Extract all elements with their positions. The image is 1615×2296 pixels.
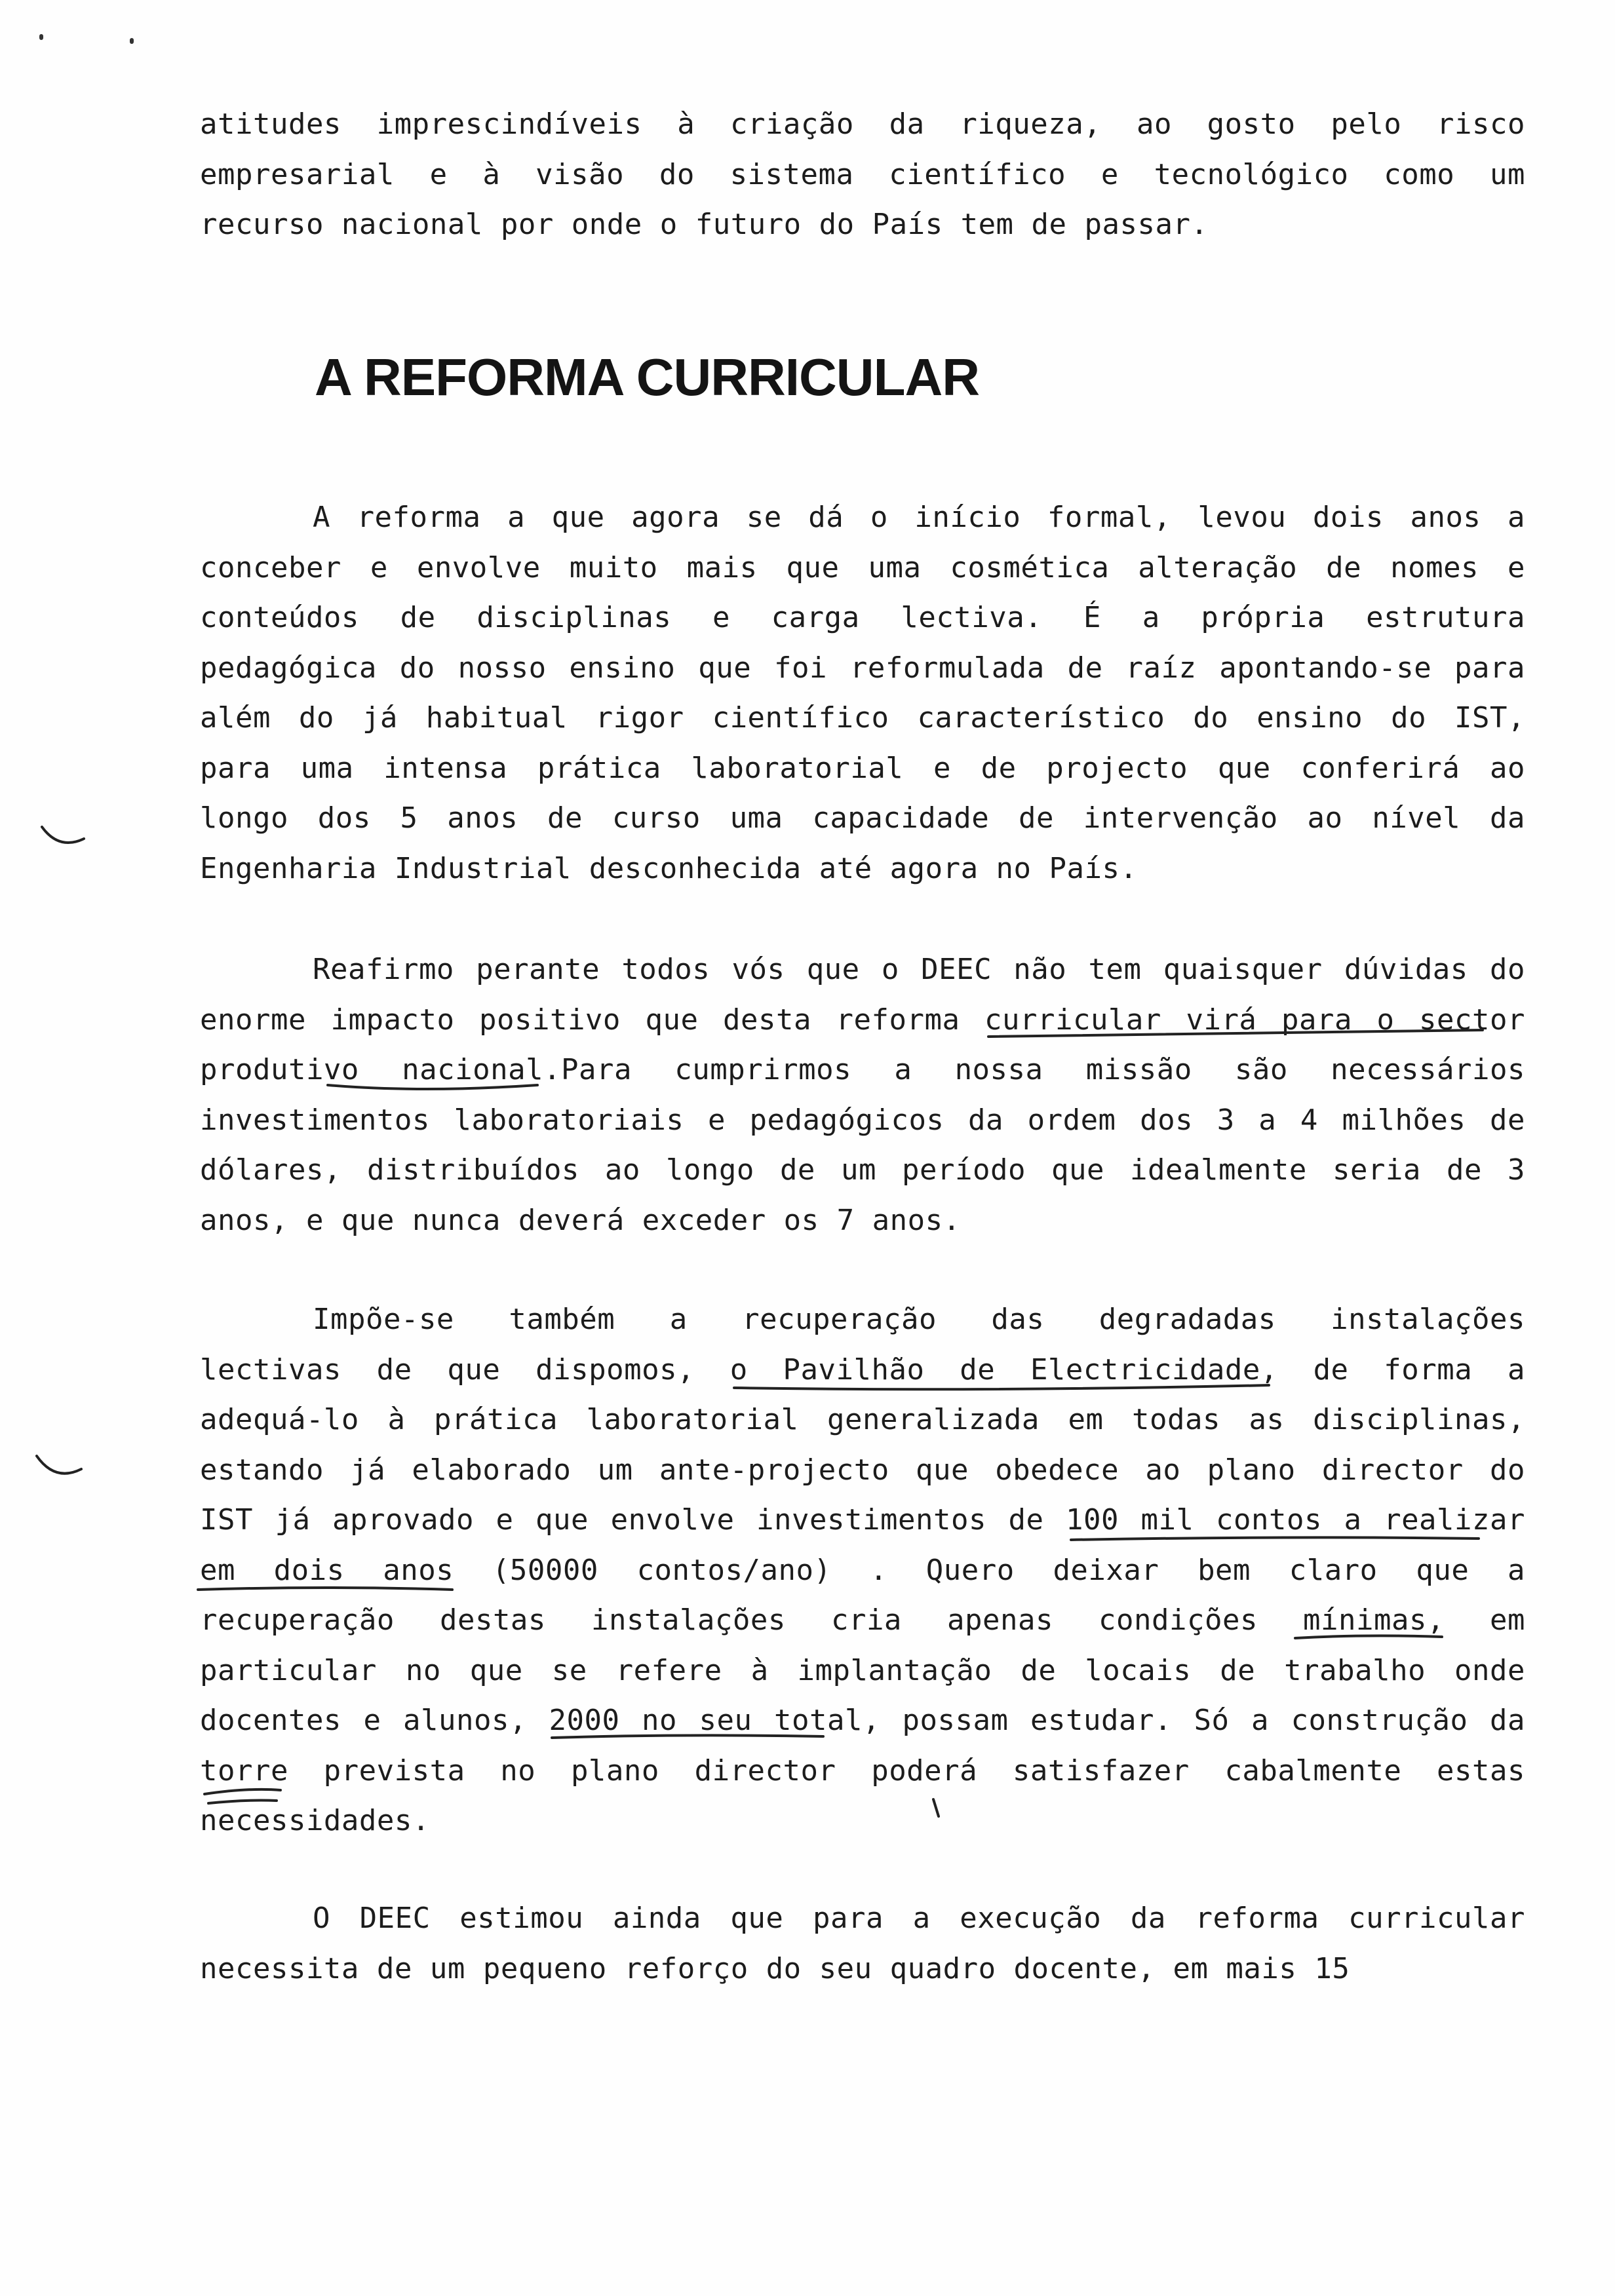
text-line: necessidades. xyxy=(200,1804,430,1837)
paragraph-reforma xyxy=(200,493,1525,894)
paragraph-deec-estimou xyxy=(200,1894,1525,1994)
text-line: Impõe-se também a recuperação das degradadas instalações xyxy=(313,1303,1525,1336)
text-line: conteúdos de disciplinas e carga lectiva. É a própria estrutura xyxy=(200,601,1525,634)
text-line: dólares, distribuídos ao longo de um período que idealmente seria de 3 xyxy=(200,1153,1525,1187)
text-line: pedagógica do nosso ensino que foi reformulada de raíz apontando-se para xyxy=(200,651,1525,685)
text-line: para uma intensa prática laboratorial e de projecto que conferirá ao xyxy=(200,751,1525,785)
margin-mark xyxy=(42,827,84,843)
text-line: empresarial e à visão do sistema científico e tecnológico como um xyxy=(200,157,1525,191)
text-line: atitudes imprescindíveis à criação da riqueza, ao gosto pelo risco xyxy=(200,107,1525,141)
text-line: A reforma a que agora se dá o início formal, levou dois anos a xyxy=(313,501,1525,534)
text-line: particular no que se refere à implantação de locais de trabalho onde xyxy=(200,1653,1525,1687)
text-line: necessita de um pequeno reforço do seu quadro docente, em mais 15 xyxy=(200,1951,1350,1985)
text-line: O DEEC estimou ainda que para a execução da reforma curricular xyxy=(313,1902,1525,1935)
paragraph-reafirmo xyxy=(200,945,1525,1246)
text-line: Reafirmo perante todos vós que o DEEC não tem quaisquer dúvidas do xyxy=(313,953,1525,986)
text-line: anos, e que nunca deverá exceder os 7 anos. xyxy=(200,1203,961,1237)
text-line: conceber e envolve muito mais que uma cosmética alteração de nomes e xyxy=(200,550,1525,584)
text-line: produtivo nacional.Para cumprirmos a nossa missão são necessários xyxy=(200,1053,1525,1086)
text-line: recurso nacional por onde o futuro do País tem de passar. xyxy=(200,208,1209,241)
text-line: estando já elaborado um ante-projecto que obedece ao plano director do xyxy=(200,1453,1525,1487)
text-line: em dois anos (50000 contos/ano) . Quero deixar bem claro que a xyxy=(200,1553,1525,1587)
intro-paragraph xyxy=(200,100,1525,250)
text-line: recuperação destas instalações cria apenas condições mínimas, em xyxy=(200,1603,1525,1637)
scan-speck xyxy=(39,34,43,40)
text-line: enorme impacto positivo que desta reforma curricular virá para o sector xyxy=(200,1003,1525,1037)
scan-speck xyxy=(130,38,134,44)
text-line: além do já habitual rigor científico característico do ensino do IST, xyxy=(200,701,1525,735)
section-heading: A REFORMA CURRICULAR xyxy=(315,348,979,406)
text-line: longo dos 5 anos de curso uma capacidade de intervenção ao nível da xyxy=(200,801,1525,835)
text-line: torre prevista no plano director poderá satisfazer cabalmente estas xyxy=(200,1753,1525,1788)
text-line: IST já aprovado e que envolve investimentos de 100 mil contos a realizar xyxy=(200,1503,1525,1537)
margin-mark xyxy=(37,1456,81,1474)
text-line: investimentos laboratoriais e pedagógicos da ordem dos 3 a 4 milhões de xyxy=(200,1103,1525,1137)
text-line: lectivas de que dispomos, o Pavilhão de Electricidade, de forma a xyxy=(200,1352,1525,1387)
text-line: adequá-lo à prática laboratorial generalizada em todas as disciplinas, xyxy=(200,1403,1525,1436)
text-line: docentes e alunos, 2000 no seu total, possam estudar. Só a construção da xyxy=(200,1704,1525,1737)
text-line: Engenharia Industrial desconhecida até agora no País. xyxy=(200,851,1138,885)
paragraph-impoe-se xyxy=(200,1295,1525,1846)
